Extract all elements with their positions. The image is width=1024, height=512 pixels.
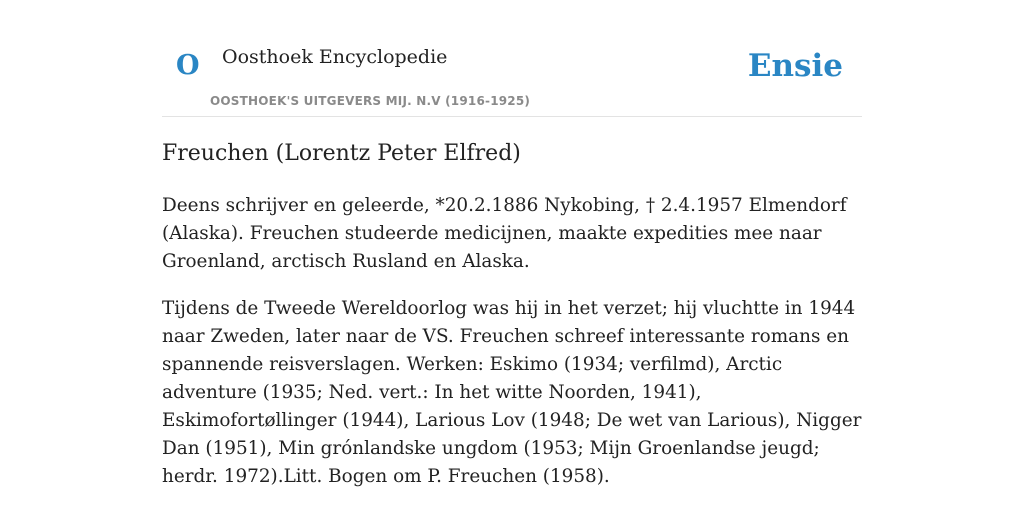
page-container (162, 0, 862, 487)
article-paragraph: Deens schrijver en geleerde, *20.2.1886 Nykobing, † 2.4.1957 Elmendorf (Alaska). Freuchen studeerde medicijnen, maakte expedities mee naar Groenland, arctisch Rusland en Alaska. (162, 195, 847, 272)
site-title[interactable]: Oosthoek Encyclopedie (222, 46, 448, 68)
logo-icon[interactable]: O (176, 50, 200, 81)
article-title: Freuchen (Lorentz Peter Elfred) (162, 141, 521, 166)
brand-logo-link[interactable]: Ensie (747, 48, 843, 84)
publisher-label: OOSTHOEK'S UITGEVERS MIJ. N.V (1916-1925) (210, 94, 531, 108)
article-paragraph: Tijdens de Tweede Wereldoorlog was hij in het verzet; hij vluchtte in 1944 naar Zweden, later naar de VS. Freuchen schreef interessante romans en spannende reisverslagen. Werken: Eskimo (1934; verfilmd), Arctic adventure (1935; Ned. vert.: In het witte Noorden, 1941), Eskimofortøllinger (1944), Larious Lov (1948; De wet van Larious), Nigger Dan (1951), Min grónlandske ungdom (1953; Mijn Groenlandse jeugd; herdr. 1972).Litt. Bogen om P. Freuchen (1958). (162, 298, 862, 487)
site-header (162, 0, 862, 117)
